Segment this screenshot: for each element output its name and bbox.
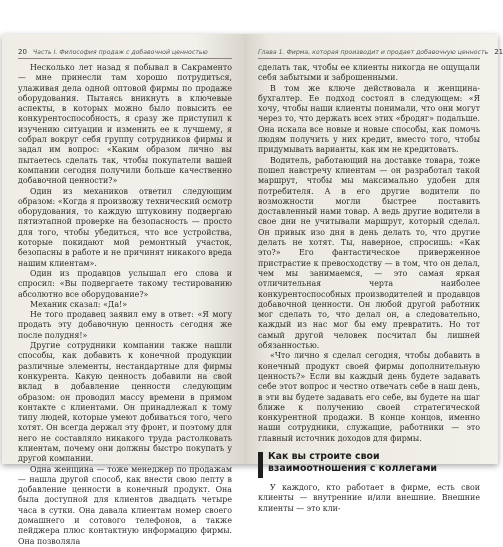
- right-paragraph: Водитель, работающий на доставке товара, тоже пошел навстречу клиентам — он разработал такой маршрут, чтобы мы максимально удобен для потребителя. А в его другие водители по возможности могли быстрее поставить доставленный нами товар. А ведь другие водители в свое дни не учитывали маршрут, который сделал. Он привык изо дня в день делать то, что другие делать не хотят. Ты, наверное, спросишь: «Как это?» Его фантастическое приверженное пристрастие к превосходству — в том, что он делал, чем мы занимаемся, — это самая яркая отличительная черта наиболее конкурентоспособных производителей и продавцов добавочной ценности. Он любой другой работник мог сделать то, что делал он, а следовательно, каждый из нас мог бы ему превратить. Но тот самый другой человек посчитал бы лишней обязанностью.: [258, 155, 480, 351]
- right-running-head: [258, 48, 503, 59]
- left-paragraph: Механик сказал: «Да!»: [30, 299, 128, 309]
- left-paragraph: Несколько лет назад я побывал в Сакраменто — мне принесли там хорошо потрудиться, улаживая дела одной оптовой фирмы по продаже оборудования. Пытаясь вникнуть в ключевые аспекты, в которых можно было повысить ее конкурентоспособность, я сразу же приступил к изучению ситуации и изменить ее к лучшему, я собрал вокруг себя группу сотрудников фирмы и задал им вопрос: «Каким образом лично вы пытаетесь сделать так, чтобы покупатели вашей компании сегодня получили больше качественно добавочной ценности?»: [18, 63, 232, 186]
- section-heading: [258, 451, 480, 478]
- right-page-number: 21: [494, 48, 503, 56]
- heading-bar: [258, 452, 263, 478]
- right-page: [244, 34, 503, 513]
- left-paragraph: Один из механиков ответил следующим образом: «Когда я произвожу технический осмотр оборудования, то каждую штуковину подвергаю пятиэтапной проверке на безопасность — просто для того, чтобы убедиться, что все устройства, которые покидают мой ремонтный участок, безопасны в работе и не причинят никакого вреда нашим клиентам».: [18, 186, 232, 268]
- left-running-head: [18, 48, 232, 59]
- section-heading-text: Как вы строите свои взаимоотношения с коллегами: [268, 450, 437, 475]
- right-page-body: [258, 63, 480, 514]
- left-paragraph: Другие сотрудники компании также нашли способы, как добавить к конечной продукции различные элементы, нестандартные для фирмы конкурента. Какую ценность добавили на свой вклад в добавление ценности следующим образом: он проводил массу времени в прямом контакте с клиентами. Он принадлежал к тому типу людей, которые умеют добиваться того, чего хотят. Он всегда держал эту фронт, и поэтому для него не составляло никакого труда растолковать клиентам, почему они должны быстро покупать у другой компании.: [18, 341, 232, 464]
- right-paragraph: сделать так, чтобы ее клиенты никогда не ощущали себя забытыми и заброшенными.: [258, 63, 480, 83]
- right-paragraph: В том же ключе действовала и женщина-бухгалтер. Ее подход состоял в следующем: «Я хочу, чтобы наши клиенты понимали, что они могут через то, что держать всех этих «бродяг» подальше. Она искала все новые и новые способы, как помочь людям получить у них кредит, вместо того, чтобы придумывать варианты, как им не кредитовать.: [258, 83, 480, 155]
- left-page: [2, 34, 244, 546]
- right-running-title: Глава 1. Фирма, которая производит и продает добавочную ценность: [258, 49, 489, 56]
- left-paragraph: Не того продавец заявил ему в ответ: «Я могу продать эту добавочную ценность сегодня же после полудня!»: [18, 310, 232, 340]
- right-paragraph: У каждого, кто работает в фирме, есть свои клиенты — внутренние и/или внешние. Внешние клиенты — это кли-: [258, 482, 480, 513]
- left-running-title: Часть I. Философия продаж с добавочной ценностью: [32, 49, 208, 56]
- left-page-body: [18, 63, 232, 547]
- left-page-number: 20: [18, 48, 27, 56]
- right-paragraph: «Что лично я сделал сегодня, чтобы добавить в конечный продукт своей фирмы дополнительную ценность?» Если вы каждый день будете задавать себе этот вопрос и честно отвечать себе в наш день, в эти вы будете задавать его себе, вы будете на шаг ближе к получению своей стратегической конкурентной продажи. В конце концов, именно наши сотрудники, служащие, работники — это главный источник доходов для фирмы.: [258, 351, 480, 443]
- left-paragraph: Один из продавцов услышал его слова и спросил: «Вы подвергаете такому тестированию абсолютно все оборудование?»: [18, 268, 232, 299]
- left-paragraph: Одна женщина — тоже менеджер по продажам — нашла другой способ, как внести свою лепту в добавление ценности в конечный продукт. Она была доступной для клиентов двадцать четыре часа в сутки. Она давала клиентам номер своего домашнего и сотового телефонов, а также пейджера плюс контактную информацию фирмы. Она позволяла: [18, 464, 232, 546]
- open-book: [2, 34, 503, 546]
